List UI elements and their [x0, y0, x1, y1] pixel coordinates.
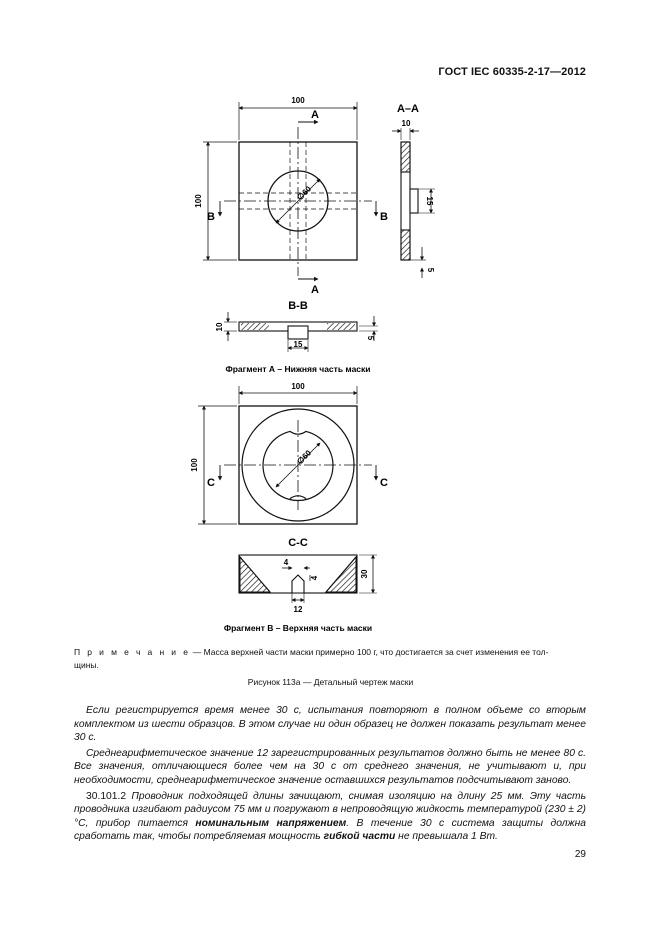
- paragraph-3-part-c: . В течение 30 с система защиты должна сработать так, чтобы потребляемая мощность: [74, 817, 586, 843]
- fragment-a-width-dim: 100: [291, 96, 305, 105]
- section-cc-tab-dim: 4: [283, 558, 289, 567]
- section-cc-height-dim: 30: [360, 569, 369, 579]
- figure-note: [74, 646, 586, 672]
- section-cc: [239, 555, 377, 603]
- section-cc-slot-dim: 12: [293, 605, 303, 614]
- term-flexible-part: гибкой части: [323, 831, 396, 843]
- paragraph-1: Если регистрируется время менее 30 с, испытания повторяют в полном объеме со вторым комплектом из шести образцов. В этом случае ни один образец не должен показать результат менее 30 с.: [74, 705, 586, 744]
- fragment-b-plan: [198, 386, 376, 524]
- fragment-a-diameter: ∅60: [295, 184, 314, 203]
- page-number: 29: [574, 849, 586, 860]
- fragment-b-diameter: ∅60: [295, 448, 314, 467]
- body-text: [74, 704, 586, 844]
- cut-label-c-left: С: [207, 477, 215, 489]
- section-aa-bottom-dim: 5: [426, 267, 435, 273]
- paragraph-2: Среднеарифметическое значение 12 зарегистрированных результатов должно быть не менее 80 с. Все значения, отличающиеся более чем на 30 с от среднего значения, не учитывают и, при необходимости, среднеарифметическое значение оставшихся результатов подсчитывают заново.: [74, 747, 586, 786]
- section-aa-step-dim: 15: [425, 196, 434, 206]
- fragment-a-plan: [203, 102, 376, 279]
- cut-label-a-top: А: [311, 109, 319, 121]
- section-aa-width-dim: 10: [401, 119, 411, 128]
- cut-label-c-right: С: [380, 477, 388, 489]
- fragment-a-height-dim: 100: [194, 194, 203, 208]
- section-bb-height-dim: 10: [215, 322, 224, 332]
- fragment-b-width-dim: 100: [291, 382, 305, 391]
- section-bb-title: В-В: [288, 300, 308, 312]
- fragment-b-height-dim: 100: [190, 458, 199, 472]
- clause-number: 30.101.2: [86, 790, 127, 802]
- section-cc-title: С-С: [288, 537, 308, 549]
- cut-label-b-right: В: [380, 211, 388, 223]
- figure-caption: Рисунок 113а — Детальный чертеж маски: [247, 677, 414, 687]
- fragment-a-caption: Фрагмент А – Нижняя часть маски: [225, 364, 371, 374]
- paragraph-3-part-a: Проводник подходящей длины зачищают, снимая изоляцию на длину 25 мм. Эту часть проводника изгибают радиусом 75 мм и погружают в непроводящую жидкость температурой (230 ± 2) °С, прибор питается: [74, 790, 586, 829]
- cut-label-b-left: В: [207, 211, 215, 223]
- term-rated-voltage: номинальным напряжением: [195, 817, 347, 829]
- fragment-b-caption: Фрагмент В – Верхняя часть маски: [223, 623, 373, 633]
- paragraph-3: [74, 790, 586, 844]
- paragraph-3-part-d: не превышала 1 Вт.: [395, 831, 498, 843]
- document-header: ГОСТ IEC 60335-2-17—2012: [438, 66, 586, 78]
- section-bb-slot-dim: 15: [293, 340, 303, 349]
- note-text: — Масса верхней части маски примерно 100 г, что достигается за счет изменения ее тол-: [190, 647, 549, 657]
- cut-label-a-bottom: А: [311, 284, 319, 296]
- section-aa-title: А–А: [396, 103, 420, 115]
- section-cc-tab2-dim: 4: [310, 575, 319, 581]
- note-text-continued: щины.: [74, 660, 99, 670]
- note-label: П р и м е ч а н и е: [74, 647, 191, 657]
- section-bb-step-dim: 5: [366, 335, 375, 341]
